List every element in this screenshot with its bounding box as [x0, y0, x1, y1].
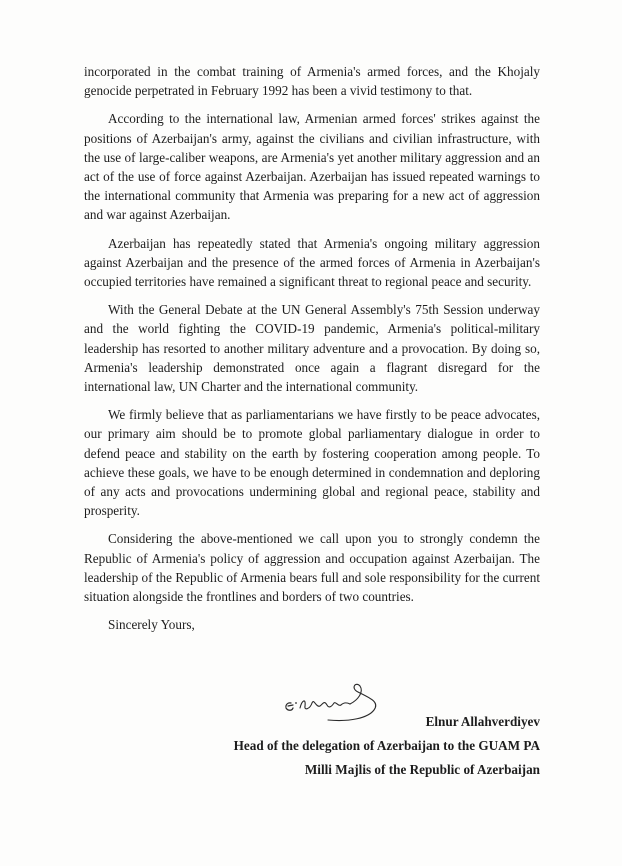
letter-body: [84, 62, 540, 634]
signatory-title: Head of the delegation of Azerbaijan to the GUAM PA: [233, 738, 540, 753]
signatory-organization: Milli Majlis of the Republic of Azerbaijan: [304, 762, 540, 777]
signatory-name: Elnur Allahverdiyev: [425, 714, 540, 729]
paragraph-5: We firmly believe that as parliamentarians we have firstly to be peace advocates, our primary aim should be to promote global parliamentary dialogue in order to defend peace and stability on the earth by fostering cooperation among people. To achieve these goals, we have to be enough determined in condemnation and deploring of any acts and provocations undermining global and regional peace, stability and prosperity.: [84, 407, 540, 519]
closing-salutation: Sincerely Yours,: [108, 617, 195, 633]
paragraph-6: Considering the above-mentioned we call upon you to strongly condemn the Republic of Armenia's policy of aggression and occupation against Azerbaijan. The leadership of the Republic of Armenia bears full and sole responsibility for the current situation alongside the frontlines and borders of two countries.: [84, 531, 540, 605]
paragraph-3: Azerbaijan has repeatedly stated that Armenia's ongoing military aggression against Azerbaijan and the presence of the armed forces of Armenia in Azerbaijan's occupied territories have remained a significant threat to regional peace and security.: [84, 235, 540, 290]
signature-block: [200, 676, 540, 796]
handwritten-signature-icon: [280, 678, 390, 728]
paragraph-4: With the General Debate at the UN General Assembly's 75th Session underway and the world fighting the COVID-19 pandemic, Armenia's political-military leadership has resorted to another military adventure and a provocation. By doing so, Armenia's leadership demonstrated once again a flagrant disregard for the international law, UN Charter and the international community.: [84, 302, 540, 395]
paragraph-2: According to the international law, Armenian armed forces' strikes against the positions of Azerbaijan's army, against the civilians and civilian infrastructure, with the use of large-caliber weapons, are Armenia's yet another military aggression and an act of the use of force against Azerbaijan. Azerbaijan has issued repeated warnings to the international community that Armenia was preparing for a new act of aggression and war against Azerbaijan.: [84, 111, 540, 223]
paragraph-1: incorporated in the combat training of Armenia's armed forces, and the Khojaly genocide perpetrated in February 1992 has been a vivid testimony to that.: [84, 64, 540, 99]
